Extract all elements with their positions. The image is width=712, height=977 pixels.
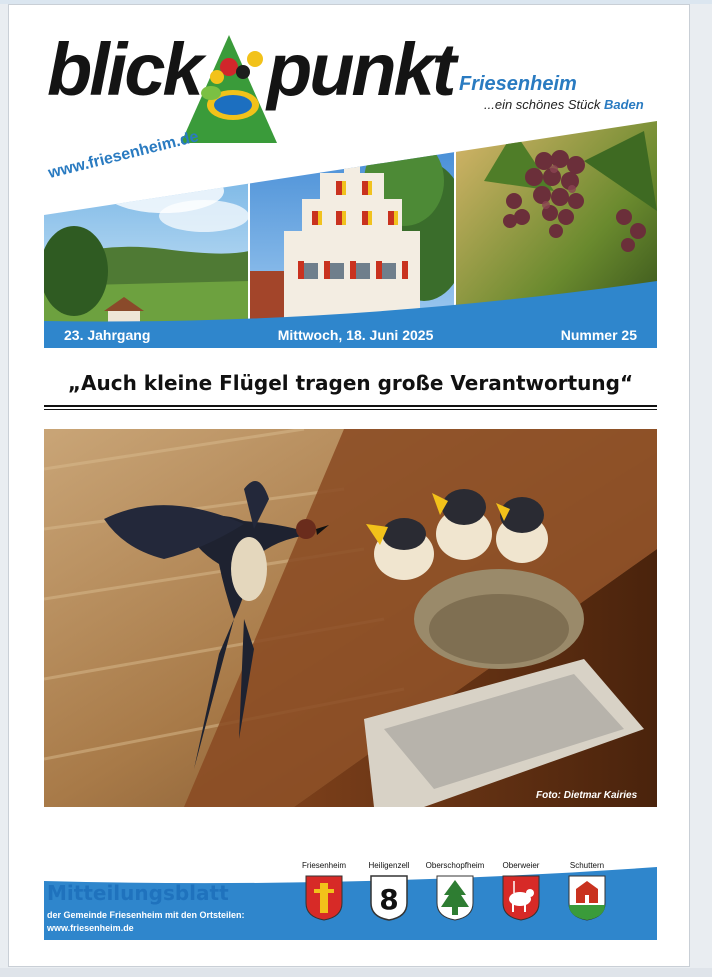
bottom-strip	[0, 968, 712, 977]
volume-label: 23. Jahrgang	[64, 327, 151, 343]
headline-rule-top	[44, 405, 657, 407]
lamb-crest-icon	[502, 875, 540, 921]
tagline	[484, 97, 644, 112]
footer-url[interactable]: www.friesenheim.de	[47, 923, 134, 933]
district-label-oberweier: Oberweier	[502, 861, 540, 870]
website-url[interactable]: www.friesenheim.de	[46, 128, 201, 183]
district-label-heiligenzell: Heiligenzell	[368, 861, 410, 870]
tagline-highlight: Baden	[603, 97, 644, 112]
logo-word-left: blick	[47, 28, 201, 111]
issue-number: Nummer 25	[560, 327, 637, 343]
headline-rule-bottom	[44, 409, 657, 410]
district-label-friesenheim: Friesenheim	[301, 861, 346, 870]
figure-8-crest-icon	[370, 875, 408, 921]
issue-info-row	[44, 323, 657, 347]
footer-subtitle: der Gemeinde Friesenheim mit den Ortsteilen:	[47, 910, 245, 920]
district-label-oberschopfheim: Oberschopfheim	[425, 861, 485, 870]
headline: „Auch kleine Flügel tragen große Verantwortung“	[67, 371, 634, 395]
footer-title: Mitteilungsblatt	[47, 881, 229, 905]
crest-8-text: 8	[379, 883, 399, 916]
town-name: Friesenheim	[459, 73, 577, 95]
swallow-photo	[44, 429, 657, 807]
photo-credit: Foto: Dietmar Kairies	[536, 790, 638, 801]
newsletter-cover	[8, 4, 690, 967]
logo-word-right: punkt	[267, 28, 454, 111]
red-yellow-crest-icon	[305, 875, 343, 921]
issue-date: Mittwoch, 18. Juni 2025	[277, 327, 434, 343]
fir-tree-crest-icon	[436, 875, 474, 921]
building-crest-icon	[568, 875, 606, 921]
district-label-schuttern: Schuttern	[569, 861, 605, 870]
tagline-text: ...ein schönes Stück	[484, 97, 601, 112]
